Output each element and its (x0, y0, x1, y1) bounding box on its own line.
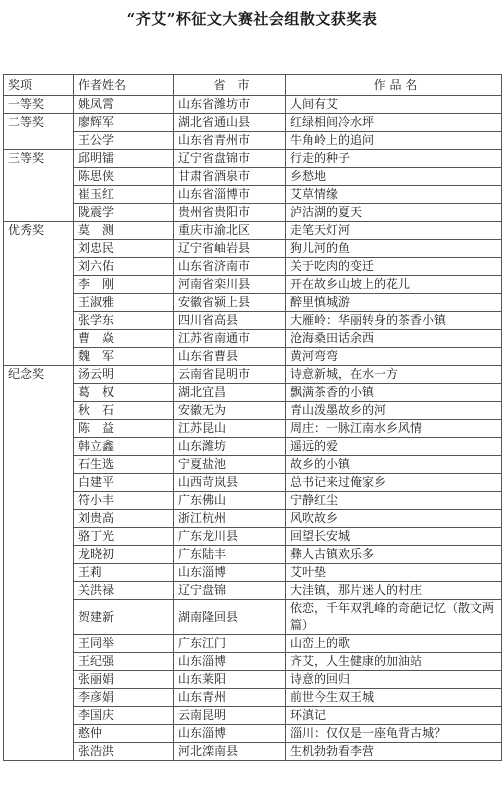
table-row (4, 258, 502, 276)
work-title: 人间有艾 (286, 96, 502, 114)
author-place: 宁夏盐池 (174, 456, 286, 474)
author-place: 山东省济南市 (174, 258, 286, 276)
work-title: 山峦上的歌 (286, 635, 502, 653)
award-category: 一等奖 (4, 96, 74, 114)
header-work: 作 品 名 (286, 75, 502, 96)
work-title: 狗儿河的鱼 (286, 240, 502, 258)
table-row (4, 725, 502, 743)
work-title: 遥远的爱 (286, 438, 502, 456)
author-name: 廖辉军 (74, 114, 174, 132)
author-name: 葛 权 (74, 384, 174, 402)
author-name: 陇震学 (74, 204, 174, 222)
author-name: 邱明镭 (74, 150, 174, 168)
author-name: 王莉 (74, 564, 174, 582)
table-row (4, 132, 502, 150)
table-body (4, 96, 502, 761)
author-place: 湖北省通山县 (174, 114, 286, 132)
table-row (4, 366, 502, 384)
work-title: 关于吃肉的变迁 (286, 258, 502, 276)
work-title: 艾草情缘 (286, 186, 502, 204)
work-title: 红绿相间冷水坪 (286, 114, 502, 132)
work-title: 齐艾，人生健康的加油站 (286, 653, 502, 671)
author-name: 汤云明 (74, 366, 174, 384)
header-place: 省 市 (174, 75, 286, 96)
table-row (4, 114, 502, 132)
author-place: 山西苛岚县 (174, 474, 286, 492)
author-place: 广东佛山 (174, 492, 286, 510)
award-category: 优秀奖 (4, 222, 74, 366)
work-title: 环滇记 (286, 707, 502, 725)
table-row (4, 204, 502, 222)
table-row (4, 564, 502, 582)
work-title: 走笔天灯河 (286, 222, 502, 240)
author-name: 李彦娟 (74, 689, 174, 707)
awards-table (3, 74, 502, 761)
work-title: 乡愁地 (286, 168, 502, 186)
author-name: 陈 益 (74, 420, 174, 438)
author-name: 陈思侠 (74, 168, 174, 186)
author-name: 秋 石 (74, 402, 174, 420)
author-place: 辽宁省盘锦市 (174, 150, 286, 168)
author-name: 张学东 (74, 312, 174, 330)
table-row (4, 456, 502, 474)
work-title: 青山泼墨故乡的河 (286, 402, 502, 420)
author-name: 骆丁光 (74, 528, 174, 546)
table-row (4, 635, 502, 653)
author-name: 关洪禄 (74, 582, 174, 600)
author-name: 符小丰 (74, 492, 174, 510)
table-row (4, 312, 502, 330)
work-title: 总书记来过俺家乡 (286, 474, 502, 492)
table-row (4, 582, 502, 600)
award-category: 二等奖 (4, 114, 74, 150)
table-row (4, 474, 502, 492)
author-name: 韩立鑫 (74, 438, 174, 456)
author-place: 辽宁盘锦 (174, 582, 286, 600)
table-row (4, 420, 502, 438)
author-name: 刘贵高 (74, 510, 174, 528)
author-place: 山东青州 (174, 689, 286, 707)
author-place: 江苏省南通市 (174, 330, 286, 348)
author-place: 安徽无为 (174, 402, 286, 420)
author-name: 张丽娟 (74, 671, 174, 689)
author-name: 张浩洪 (74, 743, 174, 761)
table-row (4, 528, 502, 546)
table-row (4, 438, 502, 456)
table-row (4, 510, 502, 528)
author-name: 王淑雅 (74, 294, 174, 312)
author-name: 王同举 (74, 635, 174, 653)
work-title: 周庄：一脉江南水乡风情 (286, 420, 502, 438)
work-title: 故乡的小镇 (286, 456, 502, 474)
author-place: 山东淄博 (174, 564, 286, 582)
work-title: 沧海桑田话余西 (286, 330, 502, 348)
author-place: 广东龙川县 (174, 528, 286, 546)
table-row (4, 240, 502, 258)
work-title: 艾叶垫 (286, 564, 502, 582)
author-name: 龙晓初 (74, 546, 174, 564)
page-title: “齐艾”杯征文大赛社会组散文获奖表 (126, 10, 378, 28)
work-title: 大雁岭：华丽转身的茶香小镇 (286, 312, 502, 330)
author-name: 白建平 (74, 474, 174, 492)
author-place: 湖北宜昌 (174, 384, 286, 402)
author-place: 山东省潍坊市 (174, 96, 286, 114)
author-place: 山东莱阳 (174, 671, 286, 689)
work-title: 大洼镇，那片迷人的村庄 (286, 582, 502, 600)
author-name: 憨仲 (74, 725, 174, 743)
work-title: 泸沽湖的夏天 (286, 204, 502, 222)
table-row (4, 186, 502, 204)
table-row (4, 546, 502, 564)
author-name: 贺建新 (74, 600, 174, 635)
author-name: 姚凤霄 (74, 96, 174, 114)
work-title: 回望长安城 (286, 528, 502, 546)
table-row (4, 689, 502, 707)
work-title: 依恋，千年双乳峰的奇葩记忆（散文两篇） (286, 600, 502, 635)
work-title: 黄河弯弯 (286, 348, 502, 366)
author-place: 四川省高县 (174, 312, 286, 330)
author-name: 崔玉红 (74, 186, 174, 204)
work-title: 行走的种子 (286, 150, 502, 168)
author-name: 曹 焱 (74, 330, 174, 348)
header-award: 奖项 (4, 75, 74, 96)
author-name: 王公学 (74, 132, 174, 150)
work-title: 诗意的回归 (286, 671, 502, 689)
author-name: 李国庆 (74, 707, 174, 725)
table-row (4, 150, 502, 168)
author-name: 刘忠民 (74, 240, 174, 258)
author-place: 云南省昆明市 (174, 366, 286, 384)
author-place: 浙江杭州 (174, 510, 286, 528)
work-title: 醉里慎城游 (286, 294, 502, 312)
author-name: 石生选 (74, 456, 174, 474)
table-row (4, 294, 502, 312)
author-place: 山东省淄博市 (174, 186, 286, 204)
work-title: 生机勃勃看李营 (286, 743, 502, 761)
table-row (4, 671, 502, 689)
table-row (4, 348, 502, 366)
author-place: 广东江门 (174, 635, 286, 653)
author-place: 河南省栾川县 (174, 276, 286, 294)
author-place: 江苏昆山 (174, 420, 286, 438)
author-place: 辽宁省岫岩县 (174, 240, 286, 258)
author-place: 广东陆丰 (174, 546, 286, 564)
author-place: 贵州省贵阳市 (174, 204, 286, 222)
work-title: 诗意新城，在水一方 (286, 366, 502, 384)
table-row (4, 402, 502, 420)
author-place: 重庆市渝北区 (174, 222, 286, 240)
work-title: 牛角岭上的追问 (286, 132, 502, 150)
author-place: 河北滦南县 (174, 743, 286, 761)
table-row (4, 276, 502, 294)
author-name: 李 刚 (74, 276, 174, 294)
table-row (4, 330, 502, 348)
author-name: 魏 军 (74, 348, 174, 366)
work-title: 淄川：仅仅是一座龟背古城？ (286, 725, 502, 743)
table-row (4, 492, 502, 510)
award-category: 纪念奖 (4, 366, 74, 761)
author-place: 山东省曹县 (174, 348, 286, 366)
author-name: 刘六佑 (74, 258, 174, 276)
table-row (4, 600, 502, 635)
author-name: 王纪强 (74, 653, 174, 671)
author-place: 湖南隆回县 (174, 600, 286, 635)
award-category: 三等奖 (4, 150, 74, 222)
work-title: 前世今生双王城 (286, 689, 502, 707)
work-title: 彝人古镇欢乐多 (286, 546, 502, 564)
work-title: 风吹故乡 (286, 510, 502, 528)
table-row (4, 743, 502, 761)
author-place: 云南昆明 (174, 707, 286, 725)
author-place: 安徽省颍上县 (174, 294, 286, 312)
author-place: 甘肃省酒泉市 (174, 168, 286, 186)
table-row (4, 222, 502, 240)
author-place: 山东淄博 (174, 653, 286, 671)
table-row (4, 384, 502, 402)
table-row (4, 96, 502, 114)
header-row (4, 75, 502, 96)
work-title: 宁静红尘 (286, 492, 502, 510)
work-title: 开在故乡山坡上的花儿 (286, 276, 502, 294)
author-place: 山东淄博 (174, 725, 286, 743)
author-name: 莫 测 (74, 222, 174, 240)
author-place: 山东省青州市 (174, 132, 286, 150)
work-title: 飘满茶香的小镇 (286, 384, 502, 402)
table-row (4, 707, 502, 725)
header-author: 作者姓名 (74, 75, 174, 96)
author-place: 山东潍坊 (174, 438, 286, 456)
table-row (4, 653, 502, 671)
table-row (4, 168, 502, 186)
